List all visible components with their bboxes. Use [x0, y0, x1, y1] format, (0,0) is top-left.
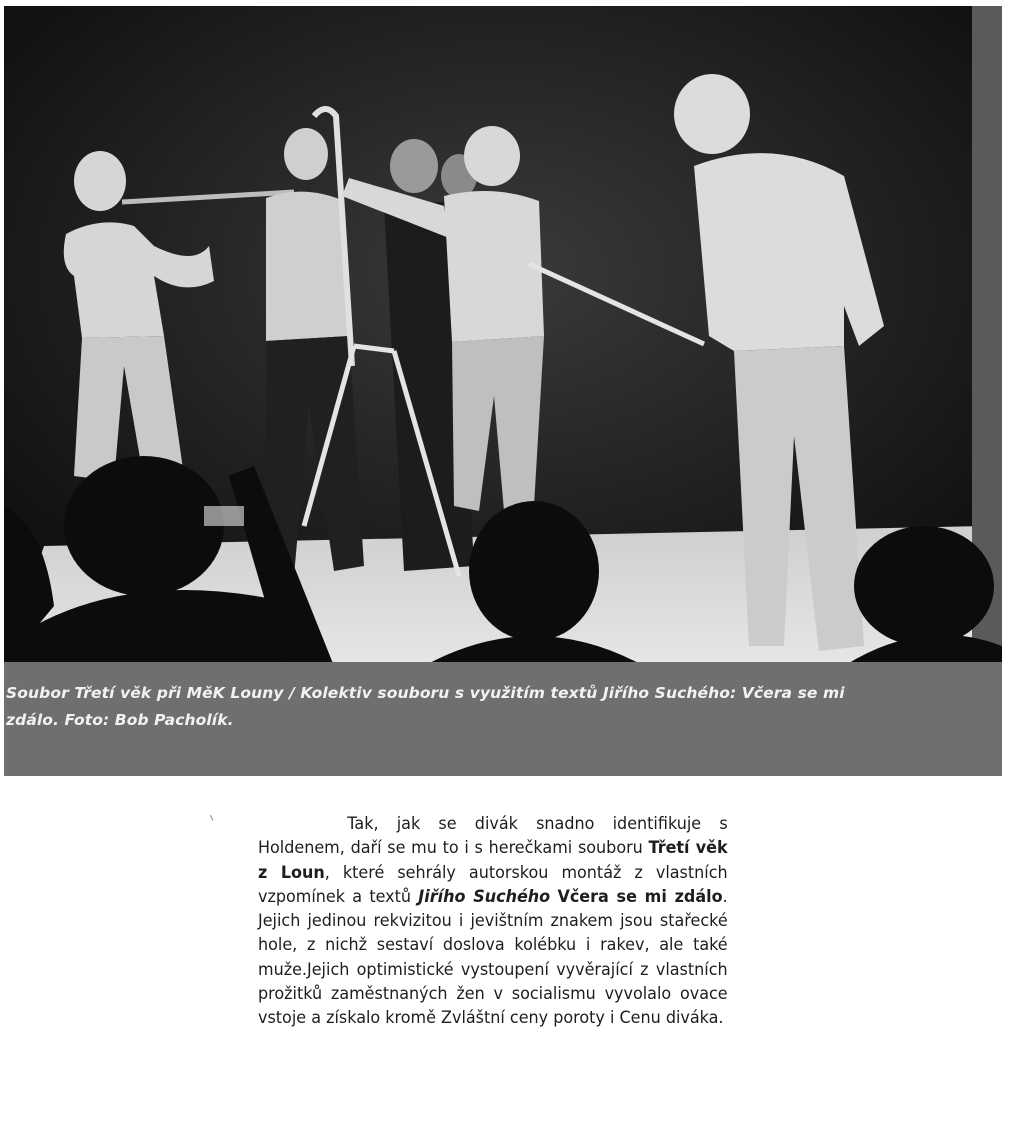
article-bold-italic-1: Jiřího Suchého	[418, 886, 551, 907]
article-paragraph	[258, 812, 728, 1031]
caption-line-1: Soubor Třetí věk při MěK Louny / Kolektiv souboru s využitím textů Jiřího Suchého: Včera se mi	[6, 684, 845, 702]
stage-photo	[4, 6, 1002, 776]
photo-caption	[6, 680, 996, 734]
article-text-3	[550, 887, 557, 907]
stray-mark	[210, 813, 217, 821]
article-text-5: Jejich optimistické vystoupení vyvěrající z vlastních prožitků zaměstnaných žen v socialismu vyvolalo ovace vstoje a získalo kromě Zvláštní ceny poroty i Cenu diváka.	[258, 959, 728, 1029]
article-bold-italic-wrap	[418, 887, 550, 907]
article-bold-2: Včera se mi zdálo	[557, 886, 723, 907]
article-text-1: Tak, jak se divák snadno identifikuje s Holdenem, daří se mu to i s herečkami souboru	[258, 814, 728, 859]
article-bold-1: Třetí věk z Loun	[258, 838, 728, 883]
caption-line-2: zdálo. Foto: Bob Pacholík.	[6, 711, 234, 729]
stage-photo-icon	[4, 6, 1002, 776]
article-text-2: , které sehrály autorskou montáž z vlastních vzpomínek a textů	[258, 862, 728, 907]
article-text-4: . Jejich jedinou rekvizitou i jevištním znakem jsou stařecké hole, z nichž sestaví doslova kolébku i rakev, ale také muže.	[258, 886, 728, 980]
